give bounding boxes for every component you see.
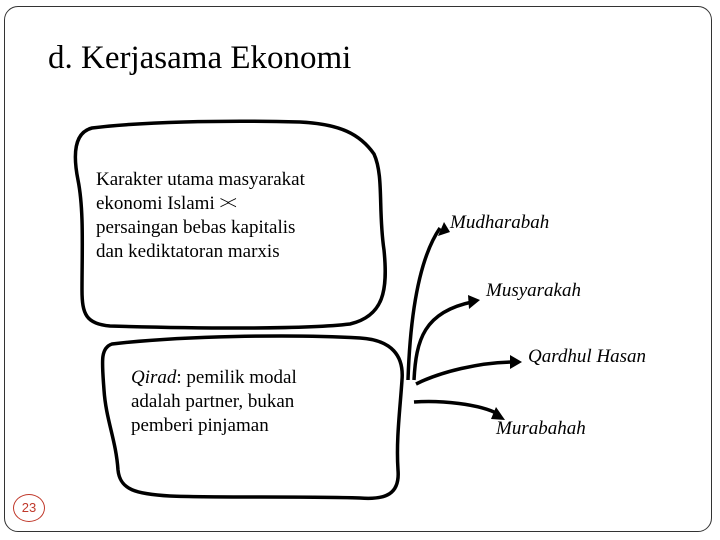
qirad-term: Qirad [131,367,177,388]
versus-symbol: >< [219,193,233,214]
arrow-murabahah [414,402,498,415]
bottom-blob-line-1 [131,366,297,390]
label-murabahah: Murabahah [496,418,586,439]
top-blob-line-1: Karakter utama masyarakat [96,169,305,190]
page-number: 23 [13,494,45,522]
label-mudharabah: Mudharabah [450,212,550,233]
slide-title: d. Kerjasama Ekonomi [48,40,352,76]
label-musyarakah: Musyarakah [486,280,581,301]
top-blob-text [96,168,305,264]
arrowhead-musyarakah [468,295,480,309]
bottom-blob-line-1-rest: : pemilik modal [176,367,297,388]
arrow-qardhul-hasan [416,362,514,384]
arrowhead-qardhul-hasan [510,355,522,369]
top-blob-line-3: persaingan bebas kapitalis [96,217,296,238]
top-blob-line-2 [96,192,305,216]
bottom-blob-text [131,366,297,438]
bottom-blob-line-2: adalah partner, bukan [131,391,295,412]
top-blob-line-4: dan kediktatoran marxis [96,241,280,262]
top-blob-line-2-text: ekonomi Islami [96,193,215,214]
label-qardhul-hasan: Qardhul Hasan [528,346,647,367]
bottom-blob-line-3: pemberi pinjaman [131,415,269,436]
arrow-mudharabah [408,228,440,380]
